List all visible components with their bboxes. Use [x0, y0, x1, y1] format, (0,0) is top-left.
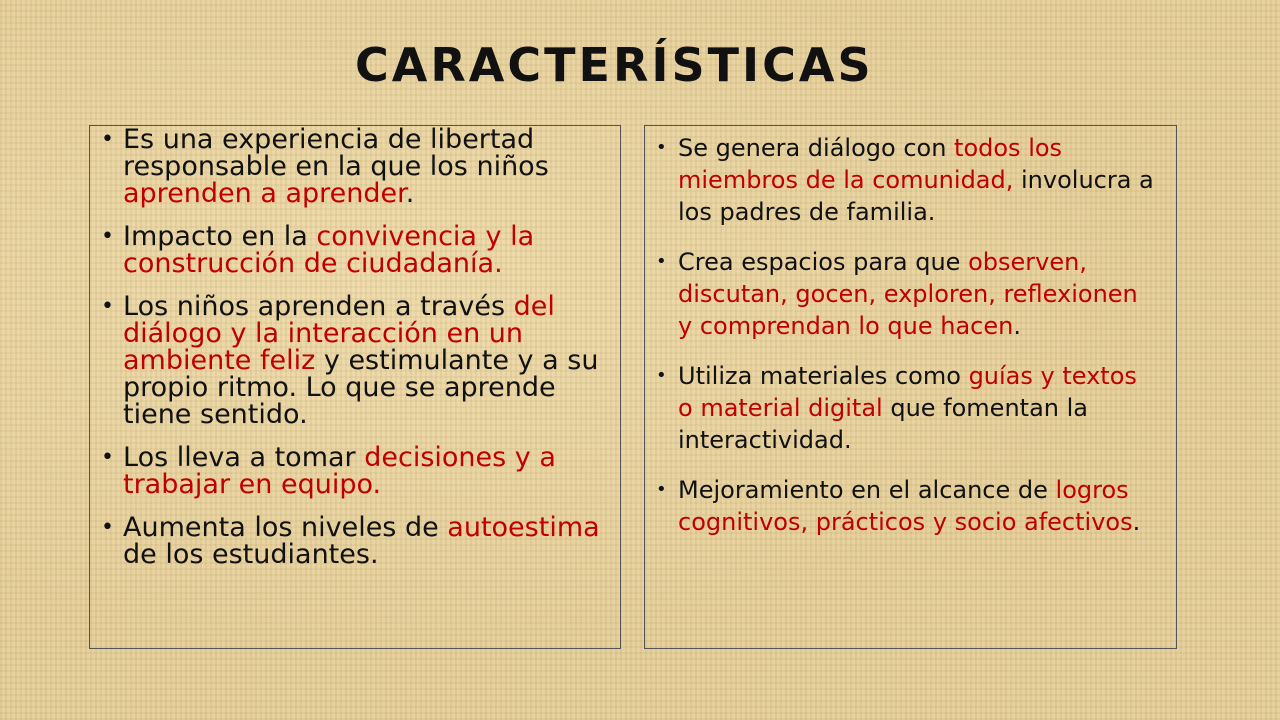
body-text: .	[1132, 508, 1141, 536]
body-text: que fomentan la interactividad.	[678, 394, 1088, 454]
highlighted-text: decisiones y a trabajar en equipo.	[123, 442, 556, 500]
bullet-item	[101, 291, 618, 430]
body-text: .	[1013, 312, 1021, 340]
body-text: Es una experiencia de libertad responsable en la que los niños	[123, 124, 549, 182]
bullet-dot-icon: •	[101, 445, 114, 470]
bullet-dot-icon: •	[101, 515, 114, 540]
bullet-item	[101, 124, 618, 209]
body-text: Crea espacios para que	[678, 248, 969, 276]
highlighted-text: guías y textos o material digital	[678, 362, 1137, 422]
bullet-dot-icon: •	[656, 365, 667, 386]
bullet-dot-icon: •	[656, 251, 667, 272]
bullet-dot-icon: •	[656, 137, 667, 158]
right-bullet-list	[656, 132, 1158, 556]
left-bullet-list	[101, 124, 618, 584]
bullet-item	[656, 474, 1158, 538]
bullet-item	[101, 221, 618, 279]
slide-title: CARACTERÍSTICAS	[355, 38, 874, 92]
body-text: Impacto en la	[123, 221, 317, 252]
right-text-box	[644, 125, 1177, 649]
bullet-item	[101, 512, 618, 570]
bullet-dot-icon: •	[101, 294, 114, 319]
highlighted-text: autoestima	[447, 512, 600, 543]
body-text: Utiliza materiales como	[678, 362, 969, 390]
body-text: y estimulante y a su propio ritmo. Lo que se aprende tiene sentido.	[123, 345, 599, 430]
body-text: Los niños aprenden a través	[123, 291, 514, 322]
highlighted-text: observen, discutan, gocen, exploren, reflexionen y comprendan lo que hacen	[678, 248, 1138, 340]
body-text: de los estudiantes.	[123, 539, 379, 570]
body-text: Los lleva a tomar	[123, 442, 365, 473]
body-text: Aumenta los niveles de	[123, 512, 448, 543]
bullet-dot-icon: •	[101, 127, 114, 152]
highlighted-text: del diálogo y la interacción en un ambiente feliz	[123, 291, 555, 376]
highlighted-text: aprenden a aprender	[123, 178, 406, 209]
highlighted-text: todos los miembros de la comunidad,	[678, 134, 1063, 194]
highlighted-text: convivencia y la construcción de ciudadanía.	[123, 221, 535, 279]
bullet-item	[656, 246, 1158, 342]
body-text: involucra a los padres de familia.	[678, 166, 1154, 226]
bullet-item	[101, 442, 618, 500]
left-text-box	[89, 125, 621, 649]
bullet-item	[656, 132, 1158, 228]
body-text: Mejoramiento en el alcance de	[678, 476, 1056, 504]
body-text: Se genera diálogo con	[678, 134, 955, 162]
bullet-item	[656, 360, 1158, 456]
highlighted-text: logros cognitivos, prácticos y socio afectivos	[678, 476, 1133, 536]
bullet-dot-icon: •	[101, 224, 114, 249]
body-text: .	[405, 178, 415, 209]
bullet-dot-icon: •	[656, 479, 667, 500]
